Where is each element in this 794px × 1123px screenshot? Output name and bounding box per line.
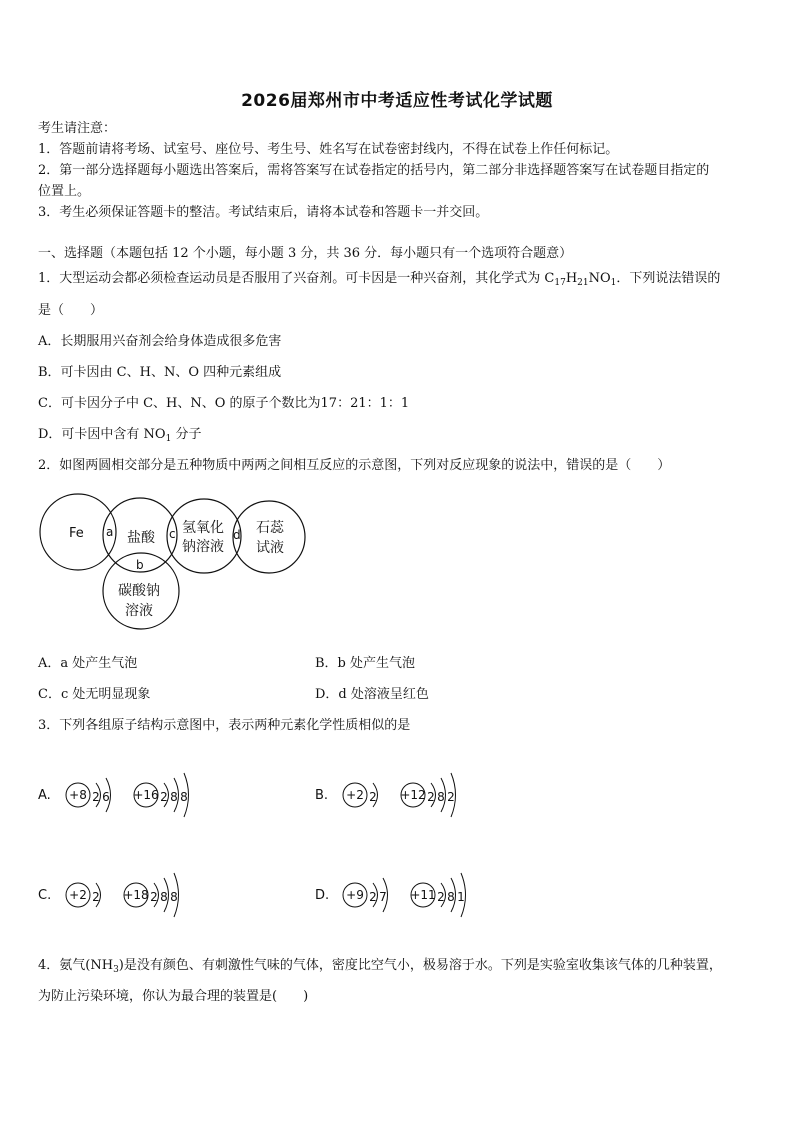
q1-option-a: A．长期服用兴奋剂会给身体造成很多危害 xyxy=(38,334,282,349)
nucleus-charge: +16 xyxy=(133,788,159,802)
q3-option-c xyxy=(38,868,288,938)
electron-count: 2 xyxy=(447,790,455,804)
q3-option-label: B. xyxy=(315,788,329,803)
q1-option-d-sub: 1 xyxy=(165,434,172,444)
q3-option-label: D. xyxy=(315,888,330,903)
electron-count: 2 xyxy=(437,890,445,904)
electron-count: 2 xyxy=(92,790,100,804)
q4-stem-end: )是没有颜色、有刺激性气味的气体，密度比空气小，极易溶于水。下列是实验室收集该气体的几种装置， xyxy=(118,958,722,973)
q4-stem-cont: 为防止污染环境，你认为最合理的装置是( ) xyxy=(38,989,309,1004)
label-naoh-2: 钠溶液 xyxy=(182,539,224,555)
q3-option-label: C. xyxy=(38,888,52,903)
electron-count: 2 xyxy=(92,890,100,904)
q2-option-c: C．c 处无明显现象 xyxy=(38,687,151,702)
page-title: 2026届郑州市中考适应性考试化学试题 xyxy=(241,91,553,111)
q1-sub-c: 17 xyxy=(554,278,566,288)
nucleus-charge: +12 xyxy=(400,788,426,802)
nucleus-charge: +11 xyxy=(410,888,436,902)
electron-count: 6 xyxy=(102,790,110,804)
electron-count: 8 xyxy=(447,890,455,904)
label-litmus-2: 试液 xyxy=(256,540,284,556)
electron-count: 2 xyxy=(160,790,168,804)
label-hcl: 盐酸 xyxy=(127,530,155,546)
q2-option-d: D．d 处溶液呈红色 xyxy=(315,687,429,702)
label-c: c xyxy=(169,527,176,541)
q3-stem: 3．下列各组原子结构示意图中，表示两种元素化学性质相似的是 xyxy=(38,718,411,733)
electron-count: 7 xyxy=(379,890,387,904)
electron-count: 1 xyxy=(457,890,465,904)
notice-item-2-cont: 位置上。 xyxy=(38,184,91,199)
q1-option-d-text: D．可卡因中含有 NO xyxy=(38,427,166,442)
q1-option-b: B．可卡因由 C、H、N、O 四种元素组成 xyxy=(38,365,282,380)
q1-sub-o: 1 xyxy=(610,278,617,288)
q1-stem-cont: 是（ ） xyxy=(38,303,104,318)
circle-litmus xyxy=(233,501,305,573)
electron-count: 2 xyxy=(150,890,158,904)
electron-count: 8 xyxy=(180,790,188,804)
notice-item-1: 1．答题前请将考场、试室号、座位号、考生号、姓名写在试卷密封线内，不得在试卷上作任何标记。 xyxy=(38,142,619,157)
q1-h: H xyxy=(565,271,578,286)
nucleus-charge: +2 xyxy=(69,888,87,902)
q1-stem-end: ．下列说法错误的 xyxy=(616,271,721,286)
nucleus-charge: +9 xyxy=(346,888,364,902)
q1-option-d-end: 分子 xyxy=(171,427,202,442)
q1-stem xyxy=(38,270,764,288)
q1-stem-text: 1．大型运动会都必须检查运动员是否服用了兴奋剂。可卡因是一种兴奋剂，其化学式为 C xyxy=(38,271,555,286)
q3-option-d xyxy=(315,868,565,938)
q1-option-c: C．可卡因分子中 C、H、N、O 的原子个数比为17：21：1：1 xyxy=(38,396,410,411)
circle-naoh xyxy=(167,499,241,573)
q3-option-b xyxy=(315,768,565,838)
label-na2co3-1: 碳酸钠 xyxy=(118,583,160,599)
notice-heading: 考生请注意： xyxy=(38,121,117,136)
electron-count: 8 xyxy=(160,890,168,904)
q4-sub: 3 xyxy=(113,965,119,975)
q1-no: NO xyxy=(588,271,611,286)
electron-count: 2 xyxy=(369,790,377,804)
electron-count: 8 xyxy=(437,790,445,804)
q1-sub-h: 21 xyxy=(577,278,589,288)
label-d: d xyxy=(233,528,241,542)
label-naoh-1: 氢氧化 xyxy=(182,520,224,536)
q4-stem-text: 4．氨气(NH xyxy=(38,958,114,973)
notice-item-2: 2．第一部分选择题每小题选出答案后，需将答案写在试卷指定的括号内，第二部分非选择题答案写在试卷题目指定的 xyxy=(38,163,710,178)
electron-count: 2 xyxy=(427,790,435,804)
nucleus-charge: +18 xyxy=(123,888,149,902)
electron-count: 2 xyxy=(369,890,377,904)
section-heading: 一、选择题（本题包括 12 个小题，每小题 3 分，共 36 分．每小题只有一个选项符合题意） xyxy=(38,246,573,261)
q4-stem xyxy=(38,957,764,975)
q3-option-a xyxy=(38,768,288,838)
electron-count: 8 xyxy=(170,790,178,804)
q2-stem: 2．如图两圆相交部分是五种物质中两两之间相互反应的示意图，下列对反应现象的说法中，错误的是（ ） xyxy=(38,458,671,473)
q3-option-label: A. xyxy=(38,788,51,803)
notice-item-3: 3．考生必须保证答题卡的整洁。考试结束后，请将本试卷和答题卡一并交回。 xyxy=(38,205,489,220)
label-litmus-1: 石蕊 xyxy=(256,520,284,536)
electron-count: 8 xyxy=(170,890,178,904)
label-na2co3-2: 溶液 xyxy=(125,603,153,619)
label-b: b xyxy=(136,558,144,572)
label-fe: Fe xyxy=(69,526,84,541)
reaction-circle-diagram xyxy=(36,490,316,640)
q1-option-d xyxy=(38,426,764,444)
q2-option-a: A．a 处产生气泡 xyxy=(38,656,138,671)
nucleus-charge: +2 xyxy=(346,788,364,802)
label-a: a xyxy=(106,525,114,539)
q2-option-b: B．b 处产生气泡 xyxy=(315,656,416,671)
nucleus-charge: +8 xyxy=(69,788,87,802)
